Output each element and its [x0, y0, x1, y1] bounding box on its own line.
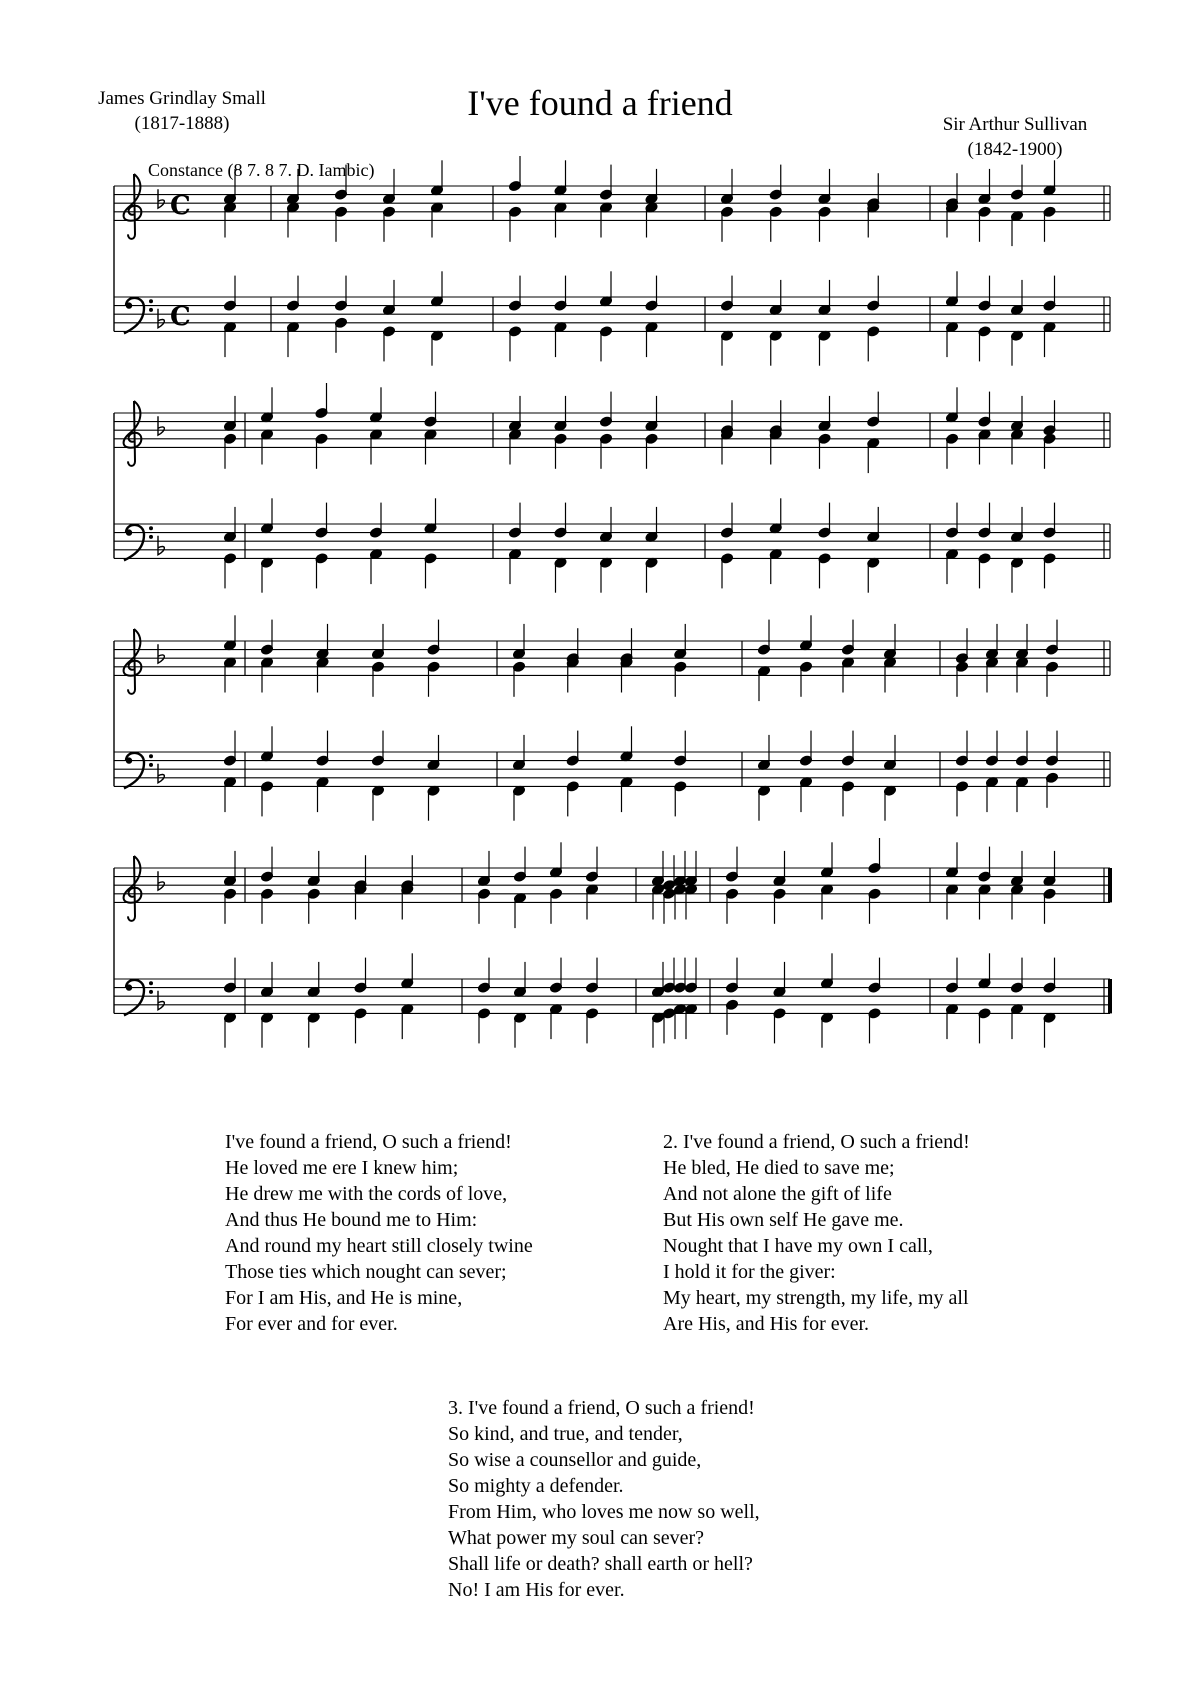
bass-clef-dot	[149, 308, 153, 312]
flat-icon	[158, 536, 164, 555]
bass-clef-dot	[149, 535, 153, 539]
verse-line: Those ties which nought can sever;	[225, 1261, 507, 1283]
flat-icon	[158, 416, 164, 435]
verse-line: 2. I've found a friend, O such a friend!	[663, 1131, 970, 1153]
bass-clef-dot	[126, 529, 132, 535]
verse-line: And not alone the gift of life	[663, 1183, 892, 1205]
verse-line: My heart, my strength, my life, my all	[663, 1287, 969, 1309]
treble-clef-icon	[124, 629, 142, 694]
composer-name: Sir Arthur Sullivan	[942, 114, 1088, 135]
bass-clef-dot	[126, 302, 132, 308]
verse-line: No! I am His for ever.	[448, 1579, 625, 1601]
bass-clef-dot	[149, 990, 153, 994]
treble-clef-icon	[124, 174, 142, 239]
author-name: James Grindlay Small	[98, 88, 266, 109]
bass-clef-dot	[149, 526, 153, 530]
composer-dates: (1842-1900)	[967, 139, 1063, 160]
verse-line: So wise a counsellor and guide,	[448, 1449, 702, 1471]
verse-3	[448, 1395, 760, 1603]
verse-line: Shall life or death? shall earth or hell?	[448, 1553, 753, 1575]
flat-icon	[158, 764, 164, 783]
verse-line: Nought that I have my own I call,	[663, 1235, 933, 1257]
verse-line: 3. I've found a friend, O such a friend!	[448, 1397, 755, 1419]
hymn-title: I've found a friend	[467, 83, 733, 123]
bass-clef-dot	[126, 984, 132, 990]
bass-clef-dot	[149, 981, 153, 985]
flat-icon	[158, 644, 164, 663]
verse-line: I hold it for the giver:	[663, 1261, 836, 1283]
verse-line: And round my heart still closely twine	[225, 1235, 533, 1257]
verse-line: Are His, and His for ever.	[663, 1313, 870, 1335]
verse-line: So kind, and true, and tender,	[448, 1423, 683, 1445]
flat-icon	[158, 309, 164, 328]
bass-clef-dot	[149, 299, 153, 303]
tune-name: Constance (8 7. 8 7. D. Iambic)	[148, 160, 375, 180]
treble-clef-icon	[124, 856, 142, 921]
flat-icon	[158, 991, 164, 1010]
verse-2	[663, 1129, 970, 1337]
verse-line: He drew me with the cords of love,	[225, 1183, 508, 1205]
verse-line: I've found a friend, O such a friend!	[225, 1131, 512, 1153]
verse-line: But His own self He gave me.	[663, 1209, 904, 1231]
time-signature: C	[170, 190, 191, 221]
verse-line: What power my soul can sever?	[448, 1527, 705, 1549]
verse-line: From Him, who loves me now so well,	[448, 1501, 760, 1523]
flat-icon	[158, 871, 164, 890]
verse-line: So mighty a defender.	[448, 1475, 624, 1497]
verse-line: For I am His, and He is mine,	[225, 1287, 463, 1309]
bass-clef-dot	[149, 754, 153, 758]
bass-clef-dot	[149, 763, 153, 767]
verse-line: For ever and for ever.	[225, 1313, 398, 1335]
author-dates: (1817-1888)	[134, 113, 230, 134]
verse-1	[225, 1129, 533, 1337]
bass-clef-dot	[126, 757, 132, 763]
verse-line: He loved me ere I knew him;	[225, 1157, 459, 1179]
verse-line: And thus He bound me to Him:	[225, 1209, 478, 1231]
flat-icon	[158, 189, 164, 208]
treble-clef-icon	[124, 401, 142, 466]
verse-line: He bled, He died to save me;	[663, 1157, 895, 1179]
time-signature: C	[170, 301, 191, 332]
